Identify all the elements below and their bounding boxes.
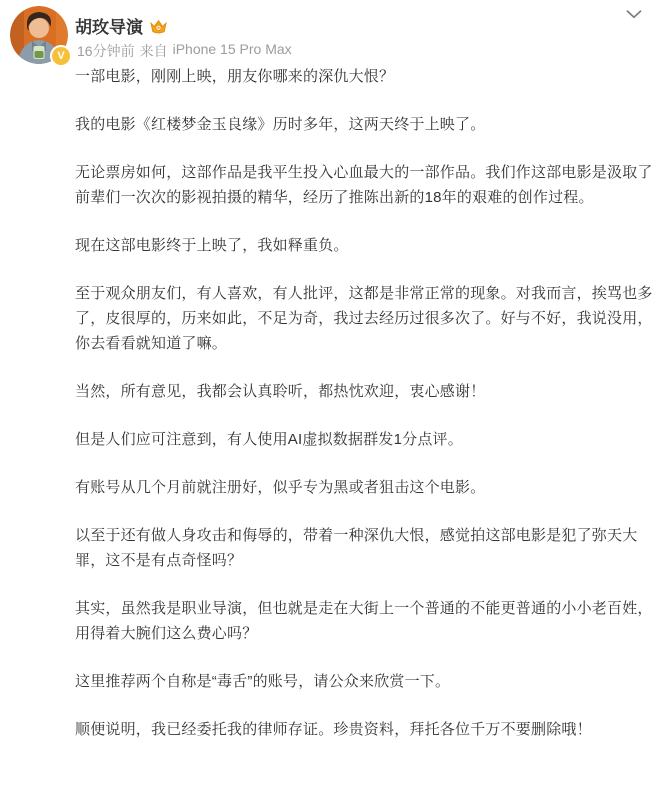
post-paragraph: 有账号从几个月前就注册好，似乎专为黑或者狙击这个电影。: [75, 479, 486, 496]
timestamp[interactable]: 16分钟前: [77, 43, 135, 59]
post-paragraph: 一部电影，刚刚上映，朋友你哪来的深仇大恨？: [75, 68, 395, 85]
post-paragraph: 其实，虽然我是职业导演，但也就是走在大街上一个普通的不能更普通的小小老百姓，用得着大腕们这么费心吗？: [75, 600, 653, 642]
post-paragraph: 顺便说明，我已经委托我的律师存证。珍贵资料，拜托各位千万不要删除哦！: [75, 721, 592, 738]
vip-crown-icon: [149, 19, 168, 35]
source-prefix: 来自: [139, 43, 168, 59]
post-body: [75, 64, 656, 742]
post-paragraph: 无论票房如何，这部作品是我平生投入心血最大的一部作品。我们作这部电影是汲取了前辈们一次次的影视拍摄的精华，经历了推陈出新的18年的艰难的创作过程。: [75, 164, 653, 206]
post-header: [10, 6, 657, 66]
chevron-down-icon[interactable]: [622, 8, 646, 28]
post-meta: [77, 41, 292, 61]
post-paragraph: 这里推荐两个自称是“毒舌”的账号，请公众来欣赏一下。: [75, 673, 451, 690]
post-paragraph: 现在这部电影终于上映了，我如释重负。: [75, 237, 349, 254]
post-paragraph: 我的电影《红楼梦金玉良缘》历时多年，这两天终于上映了。: [75, 116, 486, 133]
name-row: [75, 13, 168, 38]
post-paragraph: 当然，所有意见，我都会认真聆听，都热忱欢迎，衷心感谢！: [75, 383, 486, 400]
post-paragraph: 至于观众朋友们，有人喜欢，有人批评，这都是非常正常的现象。对我而言，挨骂也多了，皮很厚的，历来如此，不足为奇，我过去经历过很多次了。好与不好，我说没用，你去看看就知道了嘛。: [75, 285, 653, 352]
post-paragraph: 但是人们应可注意到，有人使用AI虚拟数据群发1分点评。: [75, 431, 463, 448]
avatar[interactable]: [10, 6, 68, 64]
username[interactable]: 胡玫导演: [75, 18, 143, 37]
post-paragraph: 以至于还有做人身攻击和侮辱的，带着一种深仇大恨，感觉拍这部电影是犯了弥天大罪，这不是有点奇怪吗？: [75, 527, 638, 569]
verified-badge-icon: V: [50, 45, 72, 67]
source-device[interactable]: iPhone 15 Pro Max: [172, 41, 292, 57]
